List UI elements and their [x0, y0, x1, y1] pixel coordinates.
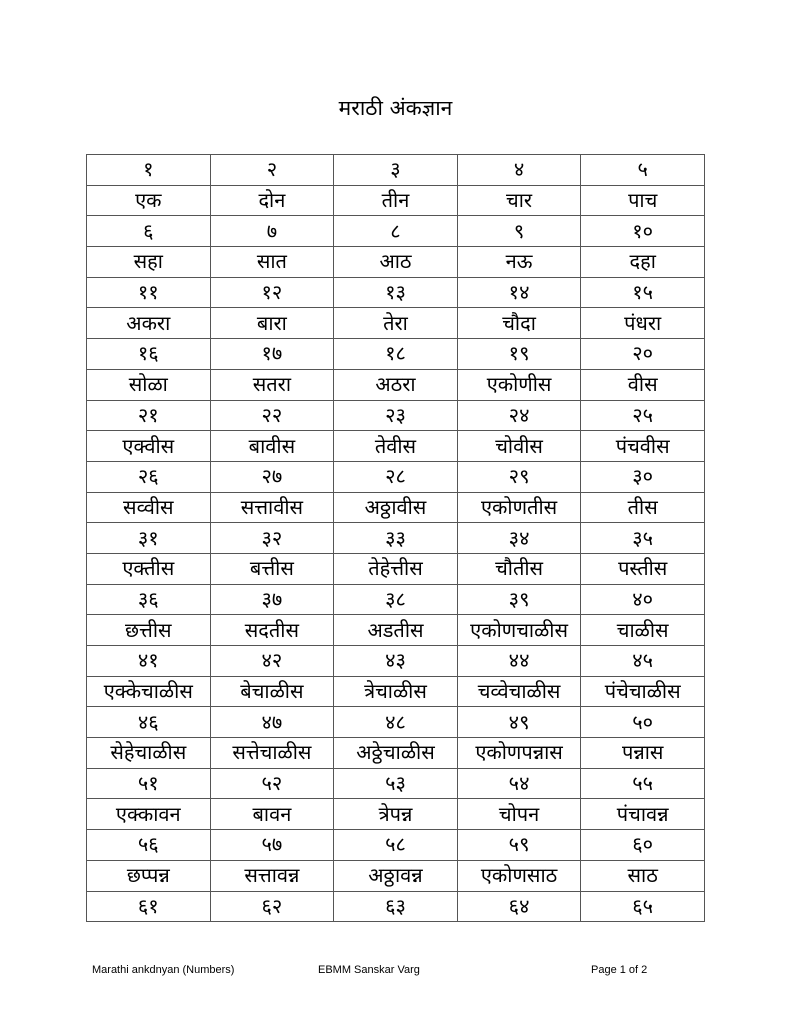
- word-cell: पाच: [581, 185, 705, 216]
- numeral-cell: २२: [210, 400, 334, 431]
- numeral-cell: २३: [334, 400, 458, 431]
- numeral-cell: २१: [87, 400, 211, 431]
- word-row: [87, 799, 705, 830]
- numbers-table: [86, 154, 705, 922]
- numeral-cell: ५५: [581, 768, 705, 799]
- word-cell: एक: [87, 185, 211, 216]
- word-cell: तेरा: [334, 308, 458, 339]
- numeral-cell: २४: [457, 400, 581, 431]
- word-cell: दहा: [581, 247, 705, 278]
- word-cell: एक्कावन: [87, 799, 211, 830]
- word-cell: सत्तेचाळीस: [210, 738, 334, 769]
- word-cell: एक्केचाळीस: [87, 676, 211, 707]
- numeral-row: [87, 400, 705, 431]
- word-cell: चोपन: [457, 799, 581, 830]
- numeral-cell: ७: [210, 216, 334, 247]
- word-cell: सतरा: [210, 369, 334, 400]
- word-row: [87, 308, 705, 339]
- word-cell: सहा: [87, 247, 211, 278]
- word-cell: सदतीस: [210, 615, 334, 646]
- numeral-cell: ५६: [87, 830, 211, 861]
- numeral-cell: ५: [581, 155, 705, 186]
- word-cell: चव्वेचाळीस: [457, 676, 581, 707]
- numeral-cell: २: [210, 155, 334, 186]
- numeral-cell: १: [87, 155, 211, 186]
- word-cell: तेहेत्तीस: [334, 553, 458, 584]
- numeral-row: [87, 646, 705, 677]
- numeral-row: [87, 707, 705, 738]
- word-cell: आठ: [334, 247, 458, 278]
- word-cell: बावीस: [210, 431, 334, 462]
- numeral-row: [87, 768, 705, 799]
- word-row: [87, 615, 705, 646]
- numeral-row: [87, 584, 705, 615]
- numeral-cell: ३३: [334, 523, 458, 554]
- numeral-cell: ४४: [457, 646, 581, 677]
- numeral-cell: ४५: [581, 646, 705, 677]
- numeral-cell: ३१: [87, 523, 211, 554]
- numeral-cell: ५२: [210, 768, 334, 799]
- word-cell: पस्तीस: [581, 553, 705, 584]
- numeral-row: [87, 277, 705, 308]
- numeral-cell: ५०: [581, 707, 705, 738]
- numeral-cell: २९: [457, 461, 581, 492]
- word-cell: चार: [457, 185, 581, 216]
- numeral-cell: ४९: [457, 707, 581, 738]
- numeral-cell: १२: [210, 277, 334, 308]
- word-cell: बेचाळीस: [210, 676, 334, 707]
- numeral-cell: १६: [87, 339, 211, 370]
- word-cell: अडतीस: [334, 615, 458, 646]
- numeral-cell: ६०: [581, 830, 705, 861]
- word-cell: एकोणीस: [457, 369, 581, 400]
- word-cell: चाळीस: [581, 615, 705, 646]
- numeral-cell: ३७: [210, 584, 334, 615]
- numeral-cell: ५३: [334, 768, 458, 799]
- footer-organization: EBMM Sanskar Varg: [318, 964, 420, 976]
- numeral-cell: १८: [334, 339, 458, 370]
- word-cell: अठ्ठावीस: [334, 492, 458, 523]
- word-row: [87, 860, 705, 891]
- word-cell: चौतीस: [457, 553, 581, 584]
- word-cell: छप्पन्न: [87, 860, 211, 891]
- word-row: [87, 369, 705, 400]
- numeral-row: [87, 830, 705, 861]
- word-row: [87, 676, 705, 707]
- numeral-cell: ४१: [87, 646, 211, 677]
- word-row: [87, 492, 705, 523]
- numeral-row: [87, 461, 705, 492]
- numeral-cell: ६४: [457, 891, 581, 922]
- numeral-cell: ३६: [87, 584, 211, 615]
- word-cell: सव्वीस: [87, 492, 211, 523]
- numeral-cell: ४२: [210, 646, 334, 677]
- word-cell: बावन: [210, 799, 334, 830]
- footer-document-title: Marathi ankdnyan (Numbers): [92, 964, 235, 976]
- numeral-cell: १४: [457, 277, 581, 308]
- numeral-cell: ८: [334, 216, 458, 247]
- word-cell: सेहेचाळीस: [87, 738, 211, 769]
- numeral-cell: ४: [457, 155, 581, 186]
- numeral-cell: ६: [87, 216, 211, 247]
- numeral-cell: ५८: [334, 830, 458, 861]
- numeral-cell: ३२: [210, 523, 334, 554]
- word-cell: सत्तावीस: [210, 492, 334, 523]
- numeral-cell: २५: [581, 400, 705, 431]
- numeral-cell: १०: [581, 216, 705, 247]
- word-cell: सोळा: [87, 369, 211, 400]
- numeral-cell: ४०: [581, 584, 705, 615]
- numeral-cell: ६५: [581, 891, 705, 922]
- word-cell: एकोणपन्नास: [457, 738, 581, 769]
- numeral-cell: ४७: [210, 707, 334, 738]
- word-row: [87, 553, 705, 584]
- numeral-cell: ४६: [87, 707, 211, 738]
- numeral-cell: २०: [581, 339, 705, 370]
- numeral-row: [87, 339, 705, 370]
- word-cell: पंधरा: [581, 308, 705, 339]
- word-cell: वीस: [581, 369, 705, 400]
- numeral-cell: १७: [210, 339, 334, 370]
- numeral-cell: ९: [457, 216, 581, 247]
- word-cell: दोन: [210, 185, 334, 216]
- numeral-row: [87, 155, 705, 186]
- numeral-row: [87, 523, 705, 554]
- word-cell: बत्तीस: [210, 553, 334, 584]
- word-cell: अठ्ठेचाळीस: [334, 738, 458, 769]
- word-cell: चौदा: [457, 308, 581, 339]
- word-row: [87, 185, 705, 216]
- word-cell: पंचवीस: [581, 431, 705, 462]
- numeral-cell: ४३: [334, 646, 458, 677]
- numeral-cell: १५: [581, 277, 705, 308]
- word-cell: तेवीस: [334, 431, 458, 462]
- numeral-cell: ३०: [581, 461, 705, 492]
- word-cell: पन्नास: [581, 738, 705, 769]
- word-cell: चोवीस: [457, 431, 581, 462]
- word-cell: अठ्ठावन्न: [334, 860, 458, 891]
- word-cell: अठरा: [334, 369, 458, 400]
- word-cell: बारा: [210, 308, 334, 339]
- word-cell: एकोणसाठ: [457, 860, 581, 891]
- word-cell: सत्तावन्न: [210, 860, 334, 891]
- numeral-cell: ५१: [87, 768, 211, 799]
- numeral-cell: २७: [210, 461, 334, 492]
- numeral-cell: ५९: [457, 830, 581, 861]
- numeral-cell: ३९: [457, 584, 581, 615]
- numeral-cell: ६२: [210, 891, 334, 922]
- word-cell: तीस: [581, 492, 705, 523]
- numeral-cell: २८: [334, 461, 458, 492]
- numeral-row: [87, 891, 705, 922]
- numeral-cell: ३: [334, 155, 458, 186]
- numeral-cell: २६: [87, 461, 211, 492]
- page-title: मराठी अंकज्ञान: [338, 96, 453, 120]
- numeral-cell: ३५: [581, 523, 705, 554]
- numeral-cell: ५७: [210, 830, 334, 861]
- word-cell: छत्तीस: [87, 615, 211, 646]
- word-cell: साठ: [581, 860, 705, 891]
- word-row: [87, 431, 705, 462]
- word-cell: एक्वीस: [87, 431, 211, 462]
- word-cell: तीन: [334, 185, 458, 216]
- numeral-cell: १९: [457, 339, 581, 370]
- word-cell: सात: [210, 247, 334, 278]
- word-cell: एकोणचाळीस: [457, 615, 581, 646]
- numeral-cell: ३४: [457, 523, 581, 554]
- word-cell: त्रेपन्न: [334, 799, 458, 830]
- numeral-cell: ३८: [334, 584, 458, 615]
- footer-page-number: Page 1 of 2: [591, 964, 648, 976]
- word-cell: एकोणतीस: [457, 492, 581, 523]
- word-cell: पंचावन्न: [581, 799, 705, 830]
- numeral-cell: ६१: [87, 891, 211, 922]
- word-cell: नऊ: [457, 247, 581, 278]
- numeral-cell: १३: [334, 277, 458, 308]
- numeral-cell: ११: [87, 277, 211, 308]
- word-cell: अकरा: [87, 308, 211, 339]
- numeral-cell: ६३: [334, 891, 458, 922]
- word-row: [87, 738, 705, 769]
- numeral-cell: ४८: [334, 707, 458, 738]
- word-cell: पंचेचाळीस: [581, 676, 705, 707]
- word-cell: त्रेचाळीस: [334, 676, 458, 707]
- word-cell: एक्तीस: [87, 553, 211, 584]
- word-row: [87, 247, 705, 278]
- numeral-cell: ५४: [457, 768, 581, 799]
- numeral-row: [87, 216, 705, 247]
